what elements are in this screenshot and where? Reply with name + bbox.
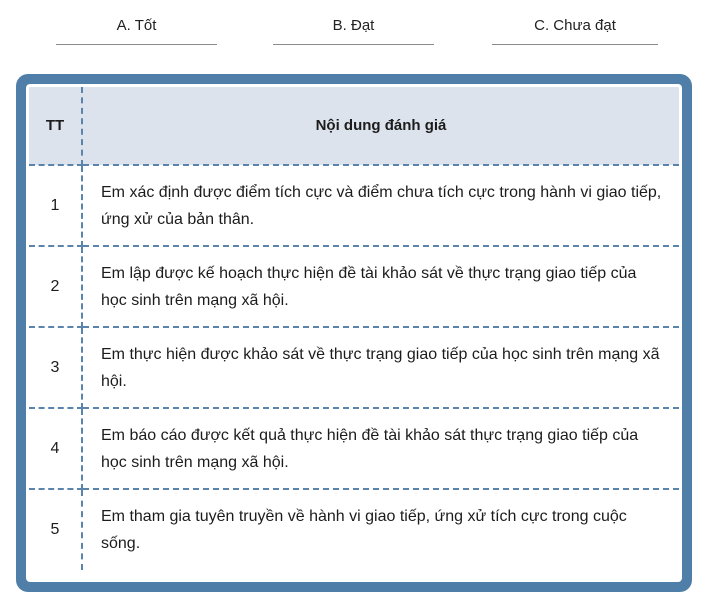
rating-option-a-blank-line xyxy=(56,44,217,45)
rating-option-a xyxy=(56,16,217,46)
rating-option-c xyxy=(492,16,658,46)
row-content: Em lập được kế hoạch thực hiện đề tài khảo sát về thực trạng giao tiếp của học sinh trên mạng xã hội. xyxy=(82,246,679,327)
header-content: Nội dung đánh giá xyxy=(82,87,679,165)
rating-option-b-blank-line xyxy=(273,44,434,45)
row-number: 4 xyxy=(29,408,82,489)
assessment-table xyxy=(29,87,679,570)
row-number: 2 xyxy=(29,246,82,327)
table-row xyxy=(29,246,679,327)
table-row xyxy=(29,327,679,408)
row-content: Em thực hiện được khảo sát về thực trạng giao tiếp của học sinh trên mạng xã hội. xyxy=(82,327,679,408)
table-header-row xyxy=(29,87,679,165)
row-number: 3 xyxy=(29,327,82,408)
table-row xyxy=(29,408,679,489)
row-number: 5 xyxy=(29,489,82,570)
table-row xyxy=(29,489,679,570)
assessment-frame xyxy=(16,74,692,592)
rating-option-b-label: B. Đạt xyxy=(332,17,375,34)
table-row xyxy=(29,165,679,246)
rating-option-b xyxy=(273,16,434,46)
rating-option-a-label: A. Tốt xyxy=(116,17,157,34)
row-content: Em tham gia tuyên truyền về hành vi giao tiếp, ứng xử tích cực trong cuộc sống. xyxy=(101,508,627,552)
rating-option-c-blank-line xyxy=(492,44,658,45)
rating-option-c-label: C. Chưa đạt xyxy=(534,17,616,34)
rating-options xyxy=(0,0,714,60)
header-tt: TT xyxy=(29,87,82,165)
row-number: 1 xyxy=(29,165,82,246)
row-content: Em xác định được điểm tích cực và điểm chưa tích cực trong hành vi giao tiếp, ứng xử của bản thân. xyxy=(82,165,679,246)
row-content: Em báo cáo được kết quả thực hiện đề tài khảo sát thực trạng giao tiếp của học sinh trên mạng xã hội. xyxy=(82,408,679,489)
assessment-frame-inner xyxy=(26,84,682,582)
